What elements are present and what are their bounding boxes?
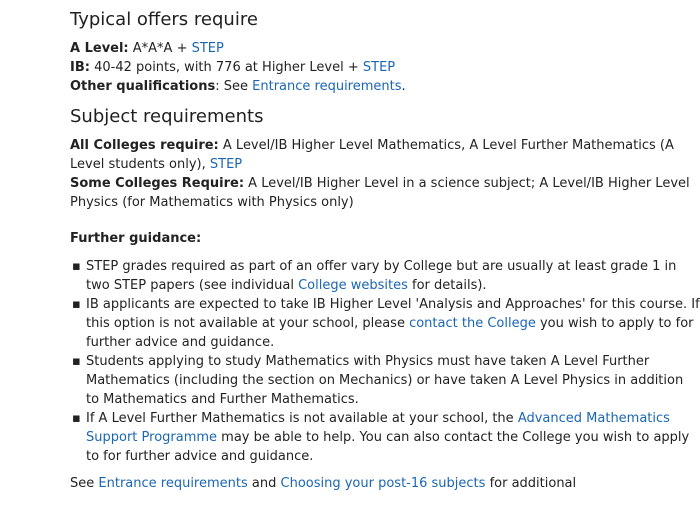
other-qualifications-label: Other qualifications [70, 79, 216, 94]
subject-requirements-heading: Subject requirements [70, 106, 264, 127]
bullet-icon: ▪ [72, 297, 81, 312]
guidance-text: If A Level Further Mathematics is not available at your school, the [86, 411, 518, 426]
list-item [70, 352, 700, 409]
some-colleges-value: A Level/IB Higher Level in a science subject; A Level/IB Higher Level Physics (for Mathematics with Physics only) [70, 176, 690, 210]
amsp-link[interactable]: Advanced Mathematics Support Programme [86, 411, 670, 445]
ib-label: IB: [70, 60, 90, 75]
contact-the-college-link[interactable]: contact the College [409, 316, 536, 331]
subject-step-link[interactable]: STEP [209, 157, 243, 172]
bullet-icon: ▪ [72, 354, 81, 369]
a-level-label: A Level: [70, 41, 129, 56]
some-colleges-requirement [70, 174, 700, 212]
all-colleges-label: All Colleges require: [70, 138, 219, 153]
college-websites-link[interactable]: College websites [298, 278, 408, 293]
typical-offers-heading: Typical offers require [70, 9, 258, 30]
ib-value: 40-42 points, with 776 at Higher Level + [89, 60, 363, 75]
and-text: and [247, 476, 281, 491]
further-guidance-label: Further guidance: [70, 231, 202, 246]
subject-requirements-block [70, 136, 700, 212]
guidance-list [70, 257, 700, 466]
choosing-post16-subjects-link[interactable]: Choosing your post-16 subjects [280, 476, 486, 491]
see-also-line [70, 474, 700, 493]
guidance-text: may be able to help. You can also contact the College you wish to apply to for further advice and guidance. [86, 430, 690, 464]
other-qualifications-end: . [401, 79, 406, 94]
a-level-value: A*A*A + [128, 41, 192, 56]
other-qualifications [70, 77, 700, 96]
guidance-text: you wish to apply to for further advice and guidance. [86, 316, 694, 350]
all-colleges-requirement [70, 136, 700, 174]
see-text: See [70, 476, 99, 491]
list-item [70, 409, 700, 466]
list-item [70, 257, 700, 295]
all-colleges-value: A Level/IB Higher Level Mathematics, A Level Further Mathematics (A Level students only), [70, 138, 674, 172]
additional-text: for additional [485, 476, 577, 491]
guidance-text: for details). [407, 278, 487, 293]
other-qualifications-value: : See [215, 79, 253, 94]
bullet-icon: ▪ [72, 411, 81, 426]
ib-step-link[interactable]: STEP [362, 60, 396, 75]
list-item [70, 295, 700, 352]
guidance-text: STEP grades required as part of an offer vary by College but are usually at least grade 1 in two STEP papers (see individual [86, 259, 677, 293]
ib-offer [70, 58, 700, 77]
further-guidance-heading [70, 229, 700, 248]
typical-offers-block [70, 39, 700, 96]
a-level-step-link[interactable]: STEP [191, 41, 224, 56]
some-colleges-label: Some Colleges Require: [70, 176, 245, 191]
bullet-icon: ▪ [72, 259, 81, 274]
entrance-requirements-link[interactable]: Entrance requirements [252, 79, 402, 94]
footer-entrance-requirements-link[interactable]: Entrance requirements [98, 476, 248, 491]
a-level-offer [70, 39, 700, 58]
guidance-text: IB applicants are expected to take IB Higher Level 'Analysis and Approaches' for this course. If this option is not available at your school, please [86, 297, 700, 331]
guidance-text: Students applying to study Mathematics with Physics must have taken A Level Further Mathematics (including the section on Mechanics) or have taken A Level Physics in addition to Mathematics and Further Mathematics. [86, 354, 684, 407]
